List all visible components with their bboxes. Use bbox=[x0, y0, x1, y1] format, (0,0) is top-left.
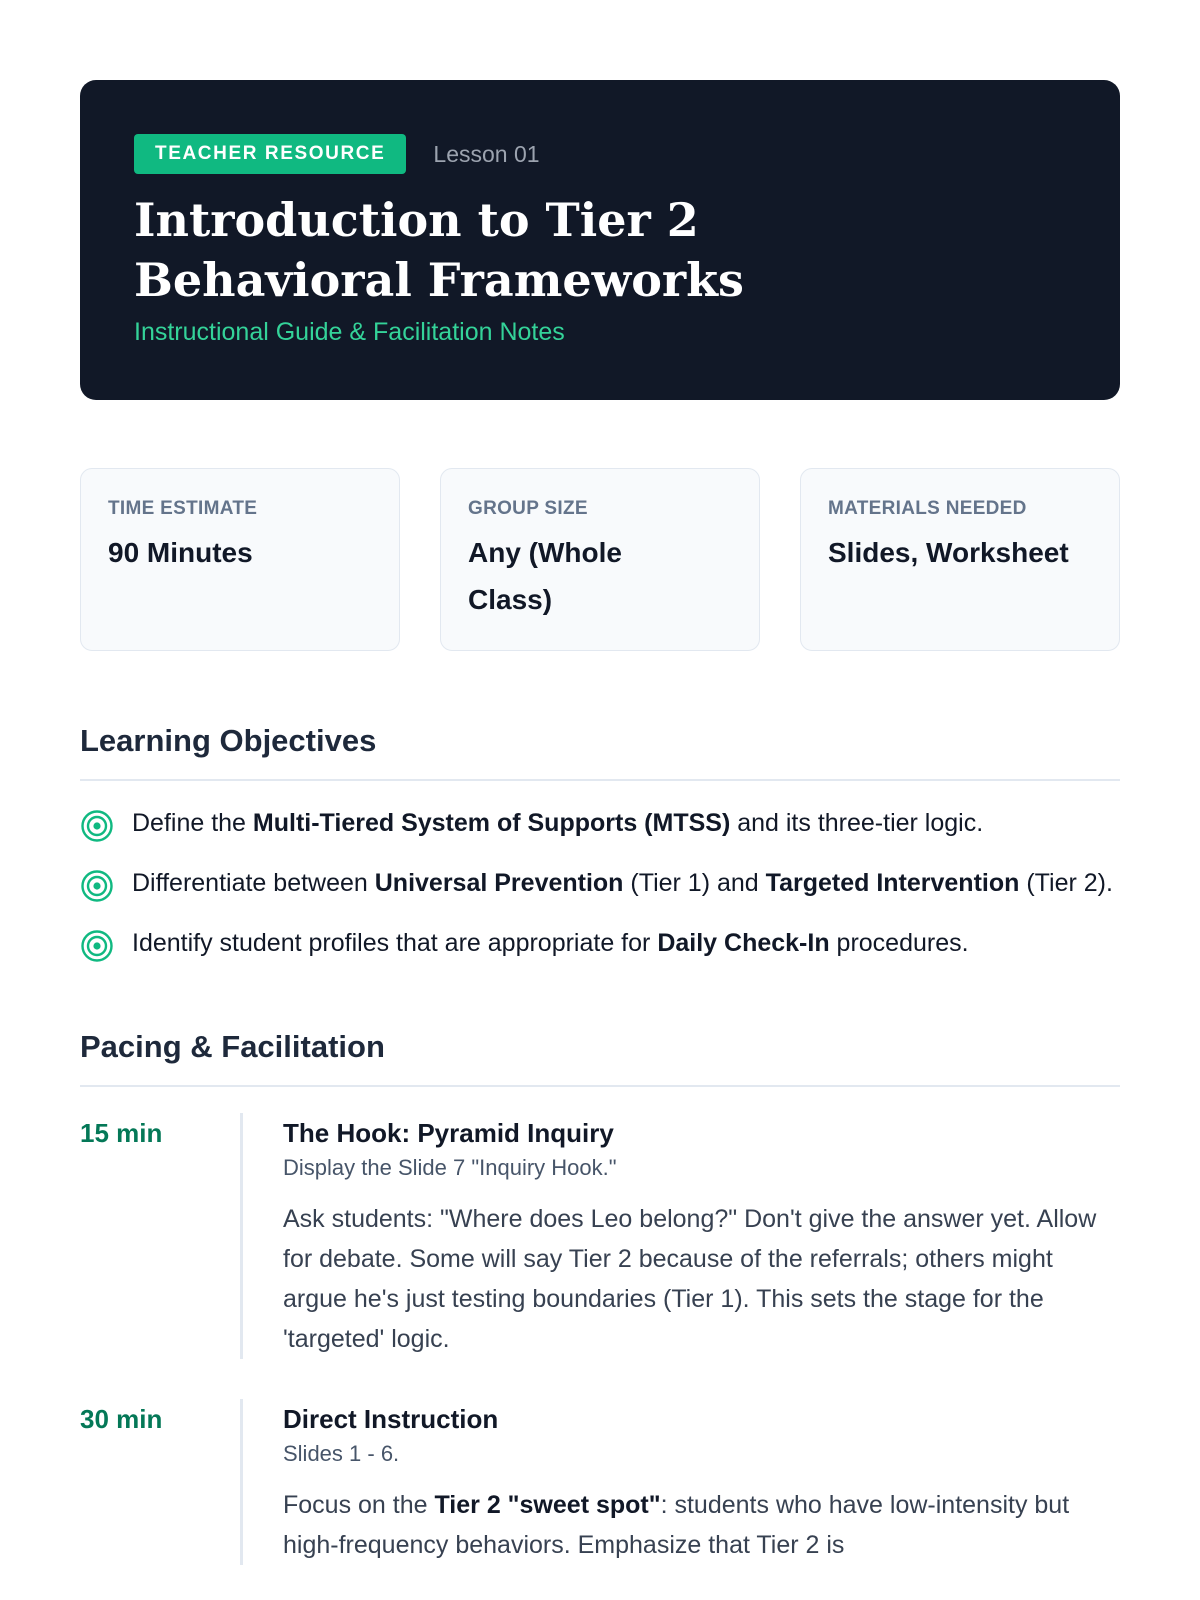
hero-tag-row bbox=[134, 134, 1066, 174]
pacing-body bbox=[240, 1399, 1120, 1565]
section-divider bbox=[80, 1085, 1120, 1087]
meta-label: MATERIALS NEEDED bbox=[828, 498, 1027, 519]
lesson-page bbox=[80, 80, 1120, 1565]
pacing-description: Focus on the Tier 2 "sweet spot": students who have low-intensity but high-frequency behaviors. Emphasize that Tier 2 is bbox=[283, 1491, 1070, 1559]
pacing-note: Slides 1 - 6. bbox=[283, 1441, 400, 1466]
meta-label: GROUP SIZE bbox=[468, 498, 588, 519]
pacing-note: Display the Slide 7 "Inquiry Hook." bbox=[283, 1155, 617, 1180]
page-title: Introduction to Tier 2 Behavioral Frameworks bbox=[134, 193, 744, 307]
section-title: Pacing & Facilitation bbox=[80, 1029, 385, 1064]
pacing-duration: 30 min bbox=[80, 1404, 163, 1434]
target-icon bbox=[80, 809, 114, 843]
pacing-description: Ask students: "Where does Leo belong?" Don't give the answer yet. Allow for debate. Some will say Tier 2 because of the referrals; others might argue he's just testing boundaries (Tier 1). This sets the stage for the 'targeted' logic. bbox=[283, 1205, 1097, 1353]
objective-text: Differentiate between Universal Prevention (Tier 1) and Targeted Intervention (Tier 2). bbox=[132, 869, 1113, 897]
meta-card-time bbox=[80, 468, 400, 651]
objective-text: Identify student profiles that are appropriate for Daily Check-In procedures. bbox=[132, 929, 969, 957]
section-title: Learning Objectives bbox=[80, 723, 377, 758]
section-divider bbox=[80, 779, 1120, 781]
pacing-item bbox=[80, 1399, 1120, 1565]
objective-item bbox=[80, 803, 1120, 843]
objective-item bbox=[80, 923, 1120, 963]
meta-value: 90 Minutes bbox=[108, 537, 253, 568]
meta-label: TIME ESTIMATE bbox=[108, 498, 258, 519]
learning-objectives-section bbox=[80, 721, 1120, 963]
meta-value: Slides, Worksheet bbox=[828, 537, 1069, 568]
pacing-title: Direct Instruction bbox=[283, 1404, 499, 1434]
meta-value: Any (Whole Class) bbox=[468, 537, 622, 615]
meta-card-group bbox=[440, 468, 760, 651]
pacing-duration: 15 min bbox=[80, 1118, 163, 1148]
pacing-section bbox=[80, 1027, 1120, 1565]
pacing-body bbox=[240, 1113, 1120, 1359]
page-subtitle: Instructional Guide & Facilitation Notes bbox=[134, 318, 565, 346]
meta-cards bbox=[80, 468, 1120, 651]
lesson-number: Lesson 01 bbox=[433, 140, 540, 167]
hero-header bbox=[80, 80, 1120, 400]
target-icon bbox=[80, 929, 114, 963]
pacing-title: The Hook: Pyramid Inquiry bbox=[283, 1118, 614, 1148]
meta-card-materials bbox=[800, 468, 1120, 651]
objectives-list bbox=[80, 803, 1120, 963]
objective-text: Define the Multi-Tiered System of Supports (MTSS) and its three-tier logic. bbox=[132, 809, 984, 837]
pacing-item bbox=[80, 1113, 1120, 1359]
target-icon bbox=[80, 869, 114, 903]
resource-tag: TEACHER RESOURCE bbox=[134, 134, 406, 174]
objective-item bbox=[80, 863, 1120, 903]
